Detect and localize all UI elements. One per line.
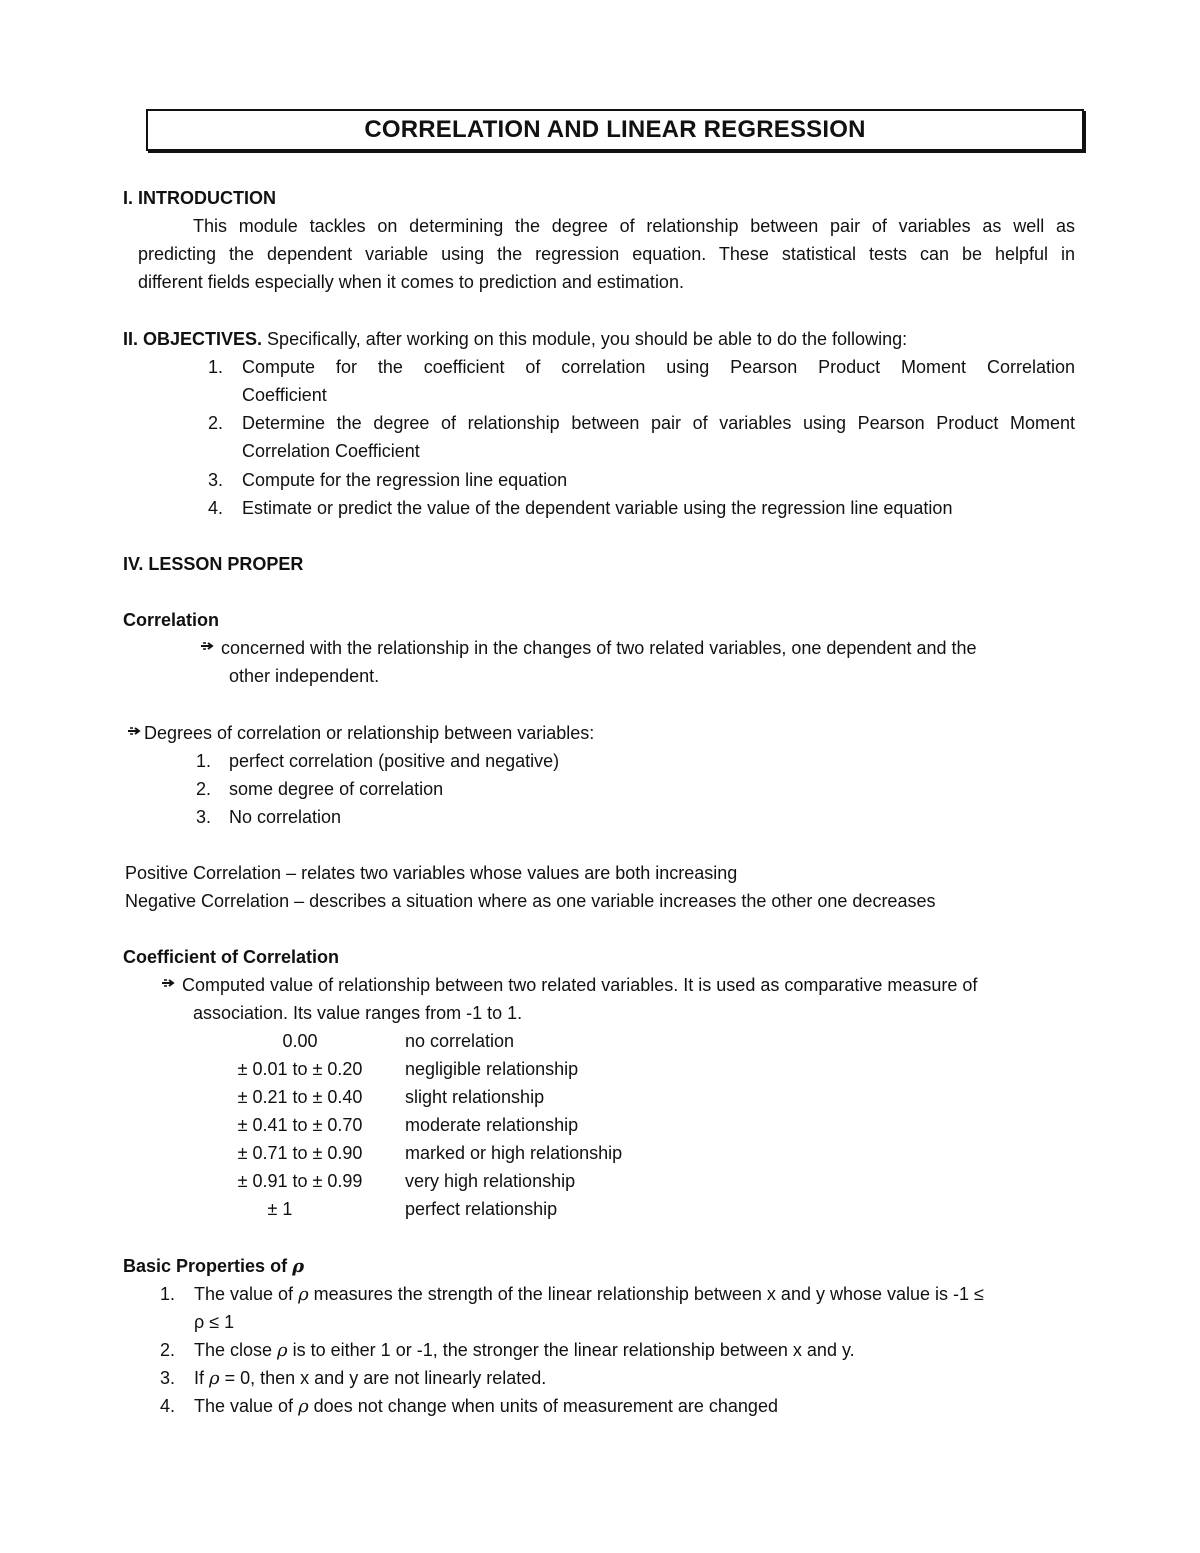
coefficient-definition: [162, 971, 1075, 999]
range-value: ± 0.71 to ± 0.90: [237, 1143, 363, 1163]
property-text: If: [194, 1368, 210, 1388]
property-item: [194, 1364, 546, 1393]
degree-item: some degree of correlation: [229, 779, 444, 799]
objective-item-cont: Correlation Coefficient: [242, 441, 420, 461]
coefficient-def-line1: Computed value of relationship between two related variables. It is used as comparative measure of: [182, 975, 978, 995]
objective-item: Determine the degree of relationship between pair of variables using Pearson Product Moment: [242, 413, 1075, 433]
intro-line: predicting the dependent variable using the regression equation. These statistical tests can be helpful in: [138, 244, 1075, 264]
correlation-def-line1: concerned with the relationship in the changes of two related variables, one dependent and the: [221, 638, 977, 658]
property-text: is to either 1 or -1, the stronger the linear relationship between x and y.: [287, 1340, 855, 1360]
arrow-bullet-icon: [201, 642, 215, 650]
objective-number: 2.: [208, 413, 224, 433]
property-text: does not change when units of measurement are changed: [308, 1396, 778, 1416]
objective-number: 1.: [208, 357, 224, 377]
range-meaning: no correlation: [405, 1031, 515, 1051]
objectives-lead: Specifically, after working on this module, you should be able to do the following:: [262, 329, 908, 349]
range-value: 0.00: [282, 1031, 318, 1051]
objectives-intro: [123, 325, 907, 353]
arrow-bullet-icon: [162, 979, 176, 987]
range-meaning: negligible relationship: [405, 1059, 579, 1079]
properties-heading: [123, 1252, 304, 1281]
objective-item: Compute for the coefficient of correlation using Pearson Product Moment Correlation: [242, 357, 1075, 377]
objective-number: 3.: [208, 470, 224, 490]
arrow-bullet-icon: [128, 727, 142, 735]
intro-line: This module tackles on determining the degree of relationship between pair of variables as well as: [193, 216, 1075, 236]
objective-item-cont: Coefficient: [242, 385, 327, 405]
objective-item: Estimate or predict the value of the dependent variable using the regression line equation: [242, 498, 953, 518]
range-value: ± 0.21 to ± 0.40: [237, 1087, 363, 1107]
property-item: [194, 1280, 984, 1309]
property-item: [194, 1392, 778, 1421]
rho-symbol: ρ: [298, 1396, 309, 1417]
negative-correlation: Negative Correlation – describes a situation where as one variable increases the other one decreases: [125, 891, 936, 911]
coefficient-heading: Coefficient of Correlation: [123, 947, 340, 967]
objective-item: Compute for the regression line equation: [242, 470, 568, 490]
property-text: The value of: [194, 1396, 299, 1416]
correlation-definition: [201, 634, 977, 662]
rho-symbol: ρ: [277, 1340, 288, 1361]
rho-symbol: ρ: [298, 1284, 309, 1305]
range-meaning: very high relationship: [405, 1171, 576, 1191]
range-value: ± 0.91 to ± 0.99: [237, 1171, 363, 1191]
intro-heading: I. INTRODUCTION: [123, 188, 276, 208]
degree-item: No correlation: [229, 807, 342, 827]
range-value: ± 1: [267, 1199, 293, 1219]
property-text: The close: [194, 1340, 278, 1360]
rho-symbol: ρ: [209, 1368, 220, 1389]
intro-line: different fields especially when it comes to prediction and estimation.: [138, 272, 684, 292]
objective-number: 4.: [208, 498, 224, 518]
property-number: 3.: [160, 1368, 176, 1388]
degree-number: 3.: [196, 807, 212, 827]
range-value: ± 0.01 to ± 0.20: [237, 1059, 363, 1079]
property-number: 2.: [160, 1340, 176, 1360]
degrees-heading-text: Degrees of correlation or relationship between variables:: [144, 723, 595, 743]
property-number: 1.: [160, 1284, 176, 1304]
range-meaning: perfect relationship: [405, 1199, 558, 1219]
correlation-heading: Correlation: [123, 610, 220, 630]
degree-number: 2.: [196, 779, 212, 799]
degrees-heading: [128, 719, 594, 747]
property-item: [194, 1336, 855, 1365]
positive-correlation: Positive Correlation – relates two variables whose values are both increasing: [125, 863, 738, 883]
degree-number: 1.: [196, 751, 212, 771]
range-value: ± 0.41 to ± 0.70: [237, 1115, 363, 1135]
lesson-heading: IV. LESSON PROPER: [123, 554, 304, 574]
range-meaning: marked or high relationship: [405, 1143, 623, 1163]
range-meaning: moderate relationship: [405, 1115, 579, 1135]
document-title: CORRELATION AND LINEAR REGRESSION: [146, 109, 1084, 151]
property-text: The value of: [194, 1284, 299, 1304]
property-item-cont: ρ ≤ 1: [194, 1312, 235, 1332]
property-number: 4.: [160, 1396, 176, 1416]
property-text: measures the strength of the linear relationship between x and y whose value is -1 ≤: [308, 1284, 984, 1304]
objectives-heading: II. OBJECTIVES.: [123, 329, 263, 349]
degree-item: perfect correlation (positive and negative): [229, 751, 560, 771]
range-meaning: slight relationship: [405, 1087, 545, 1107]
correlation-def-line2: other independent.: [229, 666, 380, 686]
properties-heading-text: Basic Properties of: [123, 1256, 288, 1276]
rho-symbol: ρ: [292, 1256, 305, 1277]
property-text: = 0, then x and y are not linearly related.: [219, 1368, 547, 1388]
coefficient-def-line2: association. Its value ranges from -1 to 1.: [193, 1003, 523, 1023]
